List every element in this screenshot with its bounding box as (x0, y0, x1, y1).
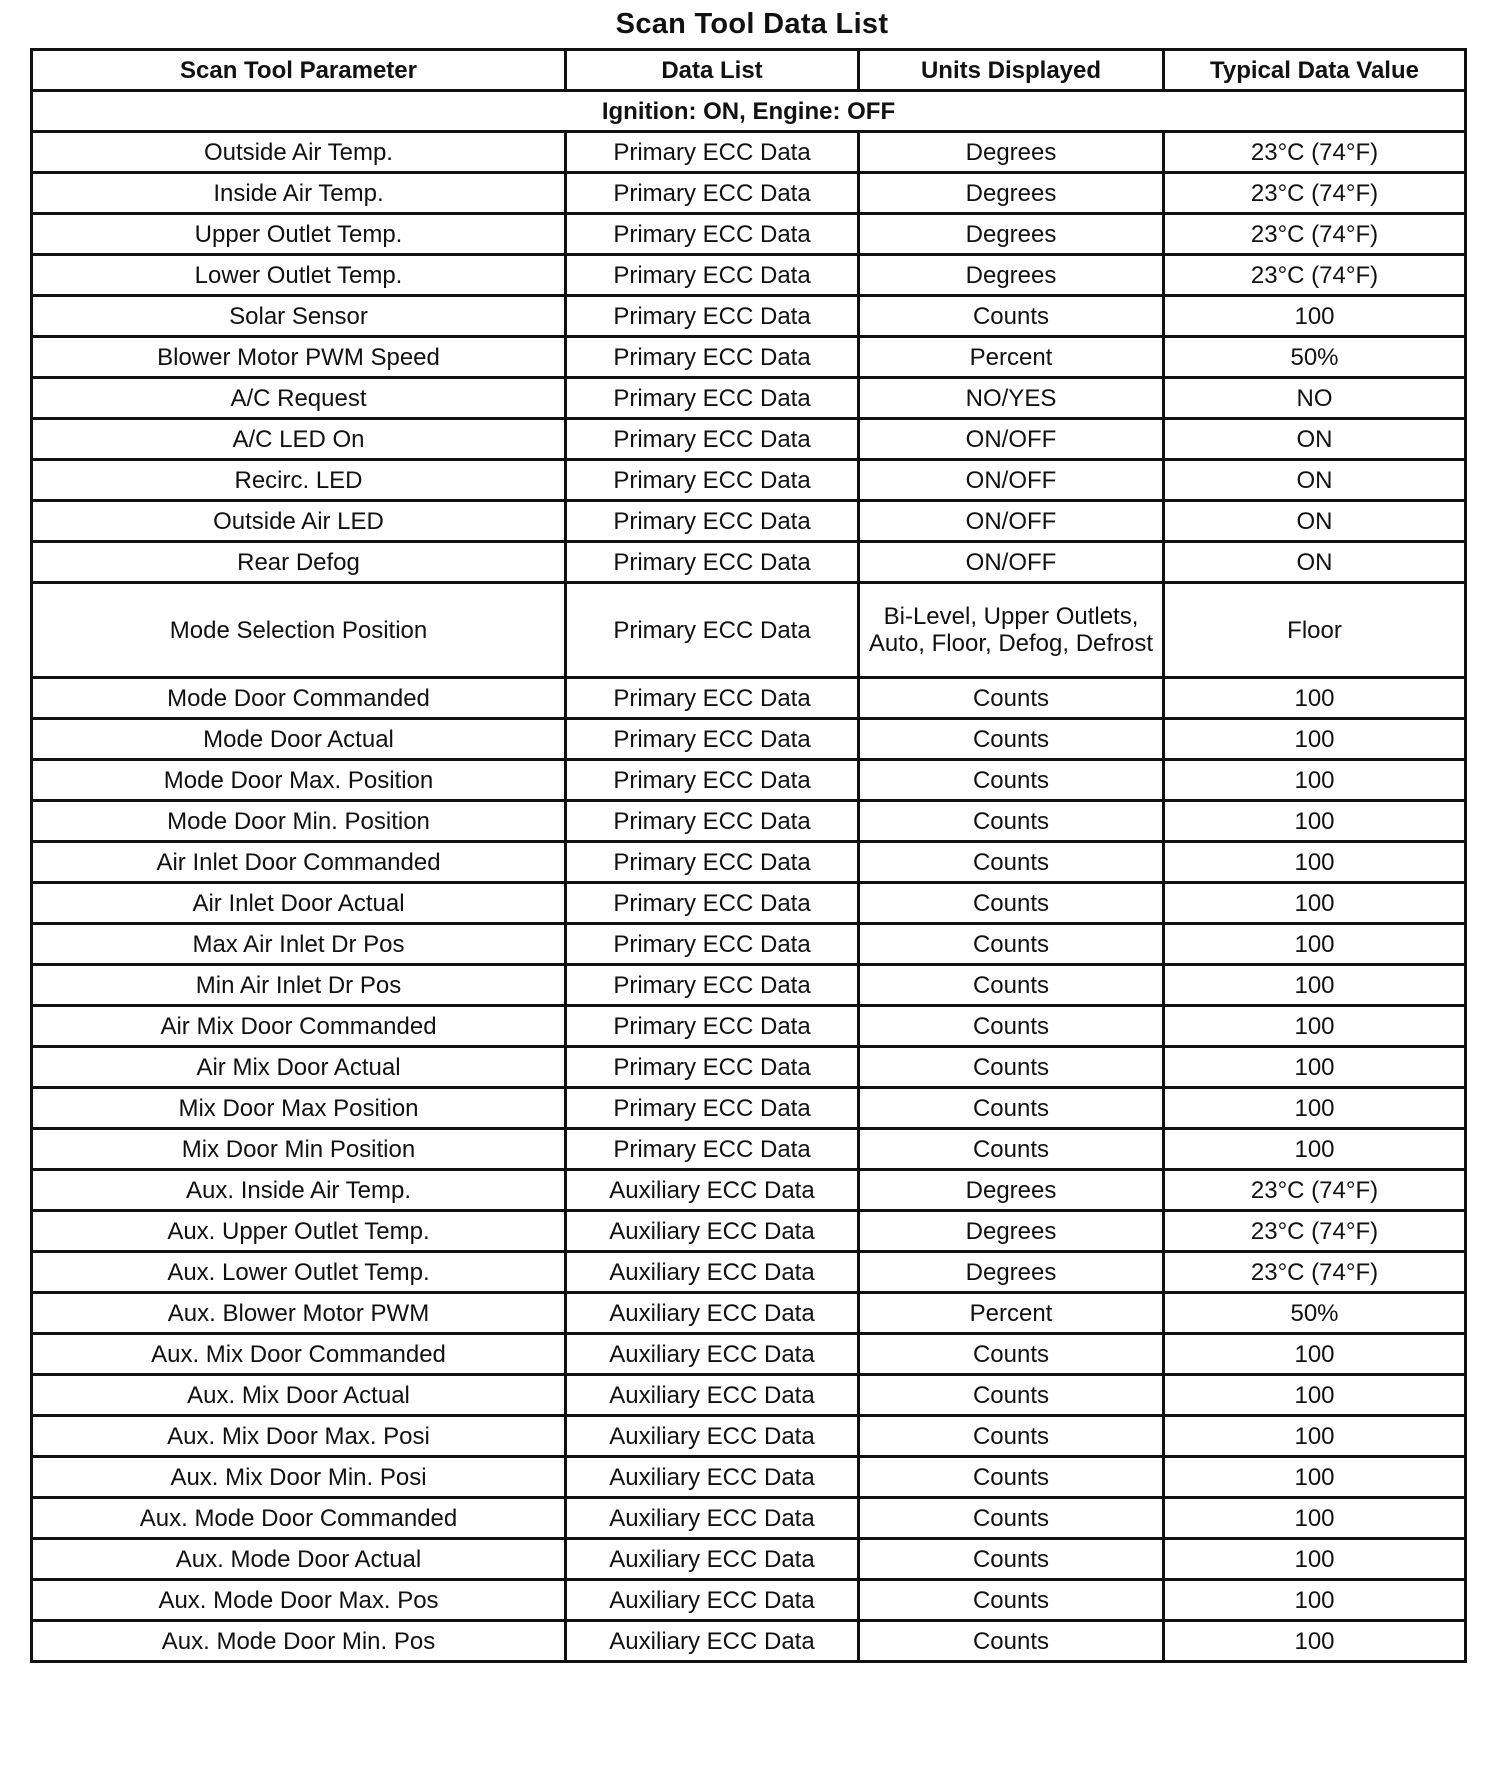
cell-typical-value: 23°C (74°F) (1164, 1170, 1466, 1211)
cell-typical-value: 100 (1164, 1375, 1466, 1416)
cell-data-list: Primary ECC Data (566, 1047, 859, 1088)
table-row (32, 173, 1466, 214)
page-title: Scan Tool Data List (615, 8, 889, 40)
cell-parameter: Aux. Mode Door Commanded (32, 1498, 566, 1539)
cell-typical-value: 50% (1164, 1293, 1466, 1334)
cell-typical-value: 100 (1164, 719, 1466, 760)
cell-parameter: Aux. Mix Door Commanded (32, 1334, 566, 1375)
cell-data-list: Auxiliary ECC Data (566, 1457, 859, 1498)
column-header-units: Units Displayed (859, 50, 1164, 91)
cell-data-list: Auxiliary ECC Data (566, 1334, 859, 1375)
cell-data-list: Auxiliary ECC Data (566, 1170, 859, 1211)
cell-units: ON/OFF (859, 542, 1164, 583)
cell-units: Degrees (859, 1170, 1164, 1211)
table-row (32, 132, 1466, 173)
cell-typical-value: 100 (1164, 1416, 1466, 1457)
cell-typical-value: 100 (1164, 1334, 1466, 1375)
cell-data-list: Primary ECC Data (566, 719, 859, 760)
cell-data-list: Primary ECC Data (566, 1088, 859, 1129)
cell-parameter: Lower Outlet Temp. (32, 255, 566, 296)
table-row (32, 883, 1466, 924)
section-label: Ignition: ON, Engine: OFF (32, 91, 1466, 132)
cell-parameter: Air Inlet Door Commanded (32, 842, 566, 883)
cell-parameter: Aux. Mix Door Actual (32, 1375, 566, 1416)
cell-typical-value: 100 (1164, 965, 1466, 1006)
table-row (32, 1088, 1466, 1129)
cell-parameter: Mix Door Min Position (32, 1129, 566, 1170)
scan-tool-data-table (30, 48, 1467, 1663)
cell-units: Counts (859, 760, 1164, 801)
cell-typical-value: 50% (1164, 337, 1466, 378)
cell-parameter: Aux. Upper Outlet Temp. (32, 1211, 566, 1252)
table-row (32, 1498, 1466, 1539)
cell-typical-value: 100 (1164, 1457, 1466, 1498)
cell-typical-value: 100 (1164, 924, 1466, 965)
cell-typical-value: 100 (1164, 296, 1466, 337)
cell-data-list: Primary ECC Data (566, 378, 859, 419)
section-row (32, 91, 1466, 132)
table-row (32, 296, 1466, 337)
cell-data-list: Primary ECC Data (566, 542, 859, 583)
table-row (32, 542, 1466, 583)
cell-units: Counts (859, 1416, 1164, 1457)
table-row (32, 501, 1466, 542)
column-header-typical-value: Typical Data Value (1164, 50, 1466, 91)
table-row (32, 1252, 1466, 1293)
cell-parameter: Mode Door Actual (32, 719, 566, 760)
cell-data-list: Primary ECC Data (566, 173, 859, 214)
cell-units: Counts (859, 719, 1164, 760)
table-row (32, 1416, 1466, 1457)
cell-typical-value: NO (1164, 378, 1466, 419)
cell-typical-value: 100 (1164, 1580, 1466, 1621)
cell-data-list: Primary ECC Data (566, 842, 859, 883)
cell-data-list: Primary ECC Data (566, 965, 859, 1006)
cell-units: Degrees (859, 173, 1164, 214)
cell-data-list: Primary ECC Data (566, 214, 859, 255)
cell-typical-value: ON (1164, 419, 1466, 460)
cell-data-list: Auxiliary ECC Data (566, 1211, 859, 1252)
cell-units: Counts (859, 801, 1164, 842)
table-row (32, 760, 1466, 801)
cell-data-list: Primary ECC Data (566, 460, 859, 501)
cell-parameter: Rear Defog (32, 542, 566, 583)
table-row (32, 719, 1466, 760)
cell-typical-value: 100 (1164, 678, 1466, 719)
cell-parameter: Air Mix Door Actual (32, 1047, 566, 1088)
table-row (32, 1006, 1466, 1047)
cell-units: Counts (859, 1375, 1164, 1416)
cell-data-list: Primary ECC Data (566, 501, 859, 542)
cell-data-list: Primary ECC Data (566, 801, 859, 842)
cell-data-list: Auxiliary ECC Data (566, 1498, 859, 1539)
cell-typical-value: 23°C (74°F) (1164, 1211, 1466, 1252)
cell-parameter: Aux. Mix Door Min. Posi (32, 1457, 566, 1498)
table-row (32, 1170, 1466, 1211)
table-row (32, 965, 1466, 1006)
cell-parameter: Aux. Lower Outlet Temp. (32, 1252, 566, 1293)
table-header-row (32, 50, 1466, 91)
cell-typical-value: ON (1164, 460, 1466, 501)
cell-units: Degrees (859, 1211, 1164, 1252)
table-row (32, 419, 1466, 460)
table-row (32, 678, 1466, 719)
cell-units: Counts (859, 1006, 1164, 1047)
cell-parameter: Max Air Inlet Dr Pos (32, 924, 566, 965)
cell-parameter: Inside Air Temp. (32, 173, 566, 214)
cell-typical-value: 100 (1164, 1539, 1466, 1580)
cell-units: Counts (859, 678, 1164, 719)
cell-parameter: Mode Selection Position (32, 583, 566, 678)
table-row (32, 1539, 1466, 1580)
column-header-parameter: Scan Tool Parameter (32, 50, 566, 91)
cell-data-list: Primary ECC Data (566, 924, 859, 965)
cell-parameter: Aux. Mode Door Max. Pos (32, 1580, 566, 1621)
cell-data-list: Primary ECC Data (566, 1129, 859, 1170)
table-row (32, 1211, 1466, 1252)
cell-data-list: Primary ECC Data (566, 678, 859, 719)
table-row (32, 1375, 1466, 1416)
table-row (32, 1047, 1466, 1088)
cell-units: Counts (859, 965, 1164, 1006)
table-row (32, 842, 1466, 883)
cell-units: ON/OFF (859, 419, 1164, 460)
cell-data-list: Primary ECC Data (566, 583, 859, 678)
cell-parameter: Aux. Blower Motor PWM (32, 1293, 566, 1334)
cell-parameter: Aux. Mix Door Max. Posi (32, 1416, 566, 1457)
cell-data-list: Auxiliary ECC Data (566, 1293, 859, 1334)
cell-data-list: Auxiliary ECC Data (566, 1375, 859, 1416)
cell-parameter: Mix Door Max Position (32, 1088, 566, 1129)
cell-parameter: Air Mix Door Commanded (32, 1006, 566, 1047)
cell-typical-value: 100 (1164, 760, 1466, 801)
cell-units: ON/OFF (859, 460, 1164, 501)
cell-parameter: A/C Request (32, 378, 566, 419)
cell-typical-value: 23°C (74°F) (1164, 132, 1466, 173)
cell-units: Degrees (859, 1252, 1164, 1293)
cell-data-list: Primary ECC Data (566, 1006, 859, 1047)
table-row (32, 214, 1466, 255)
cell-units: NO/YES (859, 378, 1164, 419)
cell-units: Counts (859, 1088, 1164, 1129)
cell-units: Counts (859, 1334, 1164, 1375)
cell-typical-value: 100 (1164, 1129, 1466, 1170)
cell-units: Counts (859, 1457, 1164, 1498)
cell-parameter: Aux. Mode Door Min. Pos (32, 1621, 566, 1662)
cell-parameter: Outside Air Temp. (32, 132, 566, 173)
cell-typical-value: 100 (1164, 1006, 1466, 1047)
table-row (32, 924, 1466, 965)
cell-units: Bi-Level, Upper Outlets, Auto, Floor, Defog, Defrost (859, 583, 1164, 678)
cell-units: Degrees (859, 255, 1164, 296)
cell-data-list: Primary ECC Data (566, 132, 859, 173)
table-row (32, 255, 1466, 296)
cell-data-list: Primary ECC Data (566, 883, 859, 924)
cell-data-list: Primary ECC Data (566, 296, 859, 337)
column-header-data-list: Data List (566, 50, 859, 91)
cell-parameter: Blower Motor PWM Speed (32, 337, 566, 378)
cell-data-list: Primary ECC Data (566, 255, 859, 296)
cell-parameter: Air Inlet Door Actual (32, 883, 566, 924)
cell-typical-value: 100 (1164, 883, 1466, 924)
cell-typical-value: ON (1164, 501, 1466, 542)
cell-typical-value: ON (1164, 542, 1466, 583)
cell-units: Counts (859, 1621, 1164, 1662)
table-body (32, 91, 1466, 1662)
cell-units: Percent (859, 1293, 1164, 1334)
cell-parameter: Mode Door Commanded (32, 678, 566, 719)
cell-parameter: Min Air Inlet Dr Pos (32, 965, 566, 1006)
cell-units: Counts (859, 924, 1164, 965)
cell-parameter: Mode Door Min. Position (32, 801, 566, 842)
cell-typical-value: 100 (1164, 801, 1466, 842)
table-row (32, 583, 1466, 678)
cell-typical-value: 100 (1164, 1088, 1466, 1129)
cell-units: Counts (859, 883, 1164, 924)
cell-typical-value: Floor (1164, 583, 1466, 678)
cell-parameter: Aux. Inside Air Temp. (32, 1170, 566, 1211)
cell-units: Degrees (859, 214, 1164, 255)
cell-parameter: A/C LED On (32, 419, 566, 460)
cell-parameter: Recirc. LED (32, 460, 566, 501)
table-row (32, 1293, 1466, 1334)
cell-units: Degrees (859, 132, 1164, 173)
cell-units: Percent (859, 337, 1164, 378)
cell-units: Counts (859, 1047, 1164, 1088)
table-row (32, 1580, 1466, 1621)
cell-units: Counts (859, 296, 1164, 337)
table-row (32, 460, 1466, 501)
table-row (32, 1129, 1466, 1170)
table-row (32, 1457, 1466, 1498)
cell-typical-value: 23°C (74°F) (1164, 214, 1466, 255)
table-row (32, 1334, 1466, 1375)
cell-units: Counts (859, 842, 1164, 883)
cell-typical-value: 100 (1164, 1498, 1466, 1539)
table-row (32, 378, 1466, 419)
cell-data-list: Primary ECC Data (566, 419, 859, 460)
cell-parameter: Aux. Mode Door Actual (32, 1539, 566, 1580)
cell-data-list: Auxiliary ECC Data (566, 1621, 859, 1662)
cell-units: Counts (859, 1129, 1164, 1170)
cell-data-list: Auxiliary ECC Data (566, 1416, 859, 1457)
cell-data-list: Auxiliary ECC Data (566, 1539, 859, 1580)
cell-typical-value: 23°C (74°F) (1164, 1252, 1466, 1293)
cell-data-list: Auxiliary ECC Data (566, 1252, 859, 1293)
cell-units: ON/OFF (859, 501, 1164, 542)
table-row (32, 337, 1466, 378)
cell-typical-value: 100 (1164, 1621, 1466, 1662)
cell-units: Counts (859, 1539, 1164, 1580)
cell-data-list: Auxiliary ECC Data (566, 1580, 859, 1621)
cell-parameter: Upper Outlet Temp. (32, 214, 566, 255)
cell-typical-value: 23°C (74°F) (1164, 255, 1466, 296)
cell-parameter: Solar Sensor (32, 296, 566, 337)
cell-parameter: Mode Door Max. Position (32, 760, 566, 801)
cell-typical-value: 100 (1164, 842, 1466, 883)
cell-units: Counts (859, 1580, 1164, 1621)
cell-typical-value: 23°C (74°F) (1164, 173, 1466, 214)
cell-units: Counts (859, 1498, 1164, 1539)
cell-parameter: Outside Air LED (32, 501, 566, 542)
cell-data-list: Primary ECC Data (566, 337, 859, 378)
cell-data-list: Primary ECC Data (566, 760, 859, 801)
table-row (32, 801, 1466, 842)
cell-typical-value: 100 (1164, 1047, 1466, 1088)
table-row (32, 1621, 1466, 1662)
